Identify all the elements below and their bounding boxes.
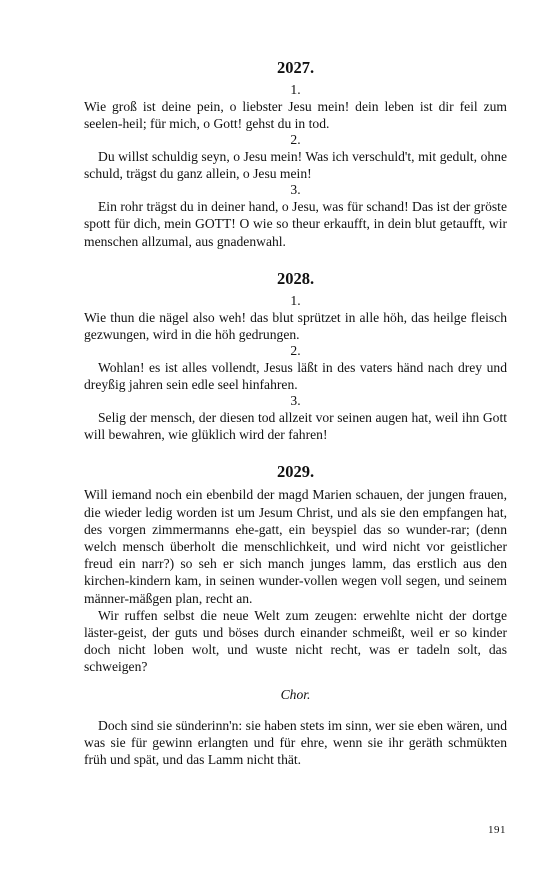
hymn-number: 2027. (276, 58, 315, 77)
verse-text: Wie thun die nägel also weh! das blut sprützet in alle höh, das heilge fleisch gezwungen, wird in die höh gedrungen. (84, 309, 507, 342)
hymn-2027 (84, 58, 507, 250)
verse-text: Du willst schuldig seyn, o Jesu mein! Was ich verschuld't, mit gedult, ohne schuld, trägst du ganz allein, o Jesu mein! (84, 149, 507, 182)
verse-text: Wie groß ist deine pein, o liebster Jesu mein! dein leben ist dir feil zum seelen-heil; für mich, o Gott! gehst du in tod. (84, 98, 507, 131)
verse-number: 1. (290, 82, 301, 97)
verse-number: 3. (290, 182, 301, 198)
chor-label: Chor. (280, 686, 311, 702)
hymn-2029 (84, 462, 507, 768)
chor-text: Doch sind sie sünderinn'n: sie haben stets im sinn, wer sie eben wären, und was sie für gewinn erlangten und für ehre, wenn sie ihr geräth schmükten früh und spät, und das Lamm nicht thät. (84, 717, 507, 768)
hymn-number: 2028. (276, 268, 315, 288)
hymn-2028 (84, 269, 507, 444)
page-content (84, 58, 507, 768)
verse-text: Wohlan! es ist alles vollendt, Jesus läßt in des vaters händ nach drey und dreyßig jahren sein edle seel hinfahren. (84, 359, 507, 393)
hymn-number: 2029. (276, 462, 315, 482)
verse-number: 1. (290, 292, 301, 308)
verse-text: Selig der mensch, der diesen tod allzeit vor seinen augen hat, weil ihn Gott will bewahren, wie glüklich wird der fahren! (84, 410, 507, 443)
section-spacer (84, 443, 507, 462)
hymn-paragraph: Wir ruffen selbst die neue Welt zum zeugen: erwehlte nicht der dortge läster-geist, der guts und böses durch einander schmeißt, weil er so kinder doch nicht loben wolt, und wuste nicht recht, was er tadeln solt, das schweigen? (84, 607, 507, 675)
verse-number: 3. (290, 393, 301, 409)
verse-number: 2. (290, 132, 301, 148)
section-spacer (84, 250, 507, 269)
verse-text: Ein rohr trägst du in deiner hand, o Jesu, was für schand! Das ist der gröste spott für dich, mein GOTT! O wie so theur erkaufft, in dein blut getaufft, wir menschen allzumal, aus gnadenwahl. (84, 199, 507, 249)
verse-number: 2. (290, 343, 301, 359)
hymn-paragraph: Will iemand noch ein ebenbild der magd Marien schauen, der jungen frauen, die wieder ledig worden ist um Jesum Christ, und als sie den empfangen hat, des vorgen zimmermanns ehe-gatt, ein beyspiel das so wunder-rar; (denn welch mensch überholt die menschlichkeit, und wird nicht vor geistlicher freud ein narr?) so seh er sich manch junges lamm, das erstlich aus den kirchen-kindern kam, in seinen wunder-vollen wegen voll segen, und seinem männer-mäßgen plan, recht an. (84, 487, 507, 606)
page-number: 191 (488, 824, 506, 836)
